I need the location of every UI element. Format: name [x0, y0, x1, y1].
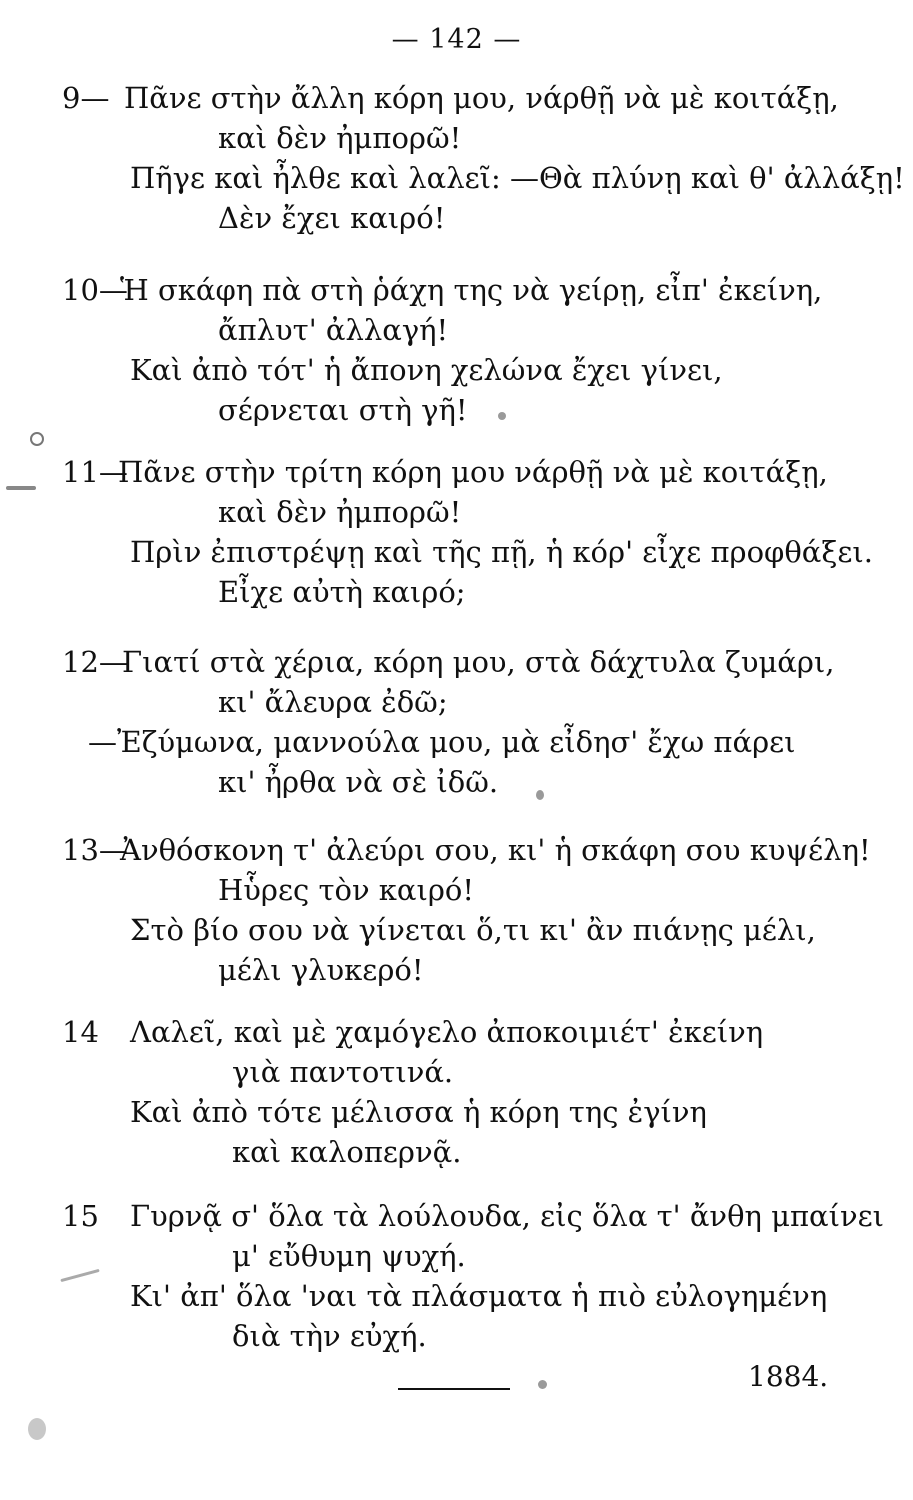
- verse-line: κι' ἦρθα νὰ σὲ ἰδῶ.: [218, 765, 499, 799]
- verse-line: Στὸ βίο σου νὰ γίνεται ὅ,τι κι' ἂν πιάνῃς μέλι,: [130, 913, 816, 947]
- ink-speck: [536, 790, 544, 800]
- ink-speck: [28, 1418, 46, 1440]
- margin-mark: [30, 432, 44, 446]
- verse-line: Ἡ σκάφη πὰ στὴ ῥάχη της νὰ γείρῃ, εἶπ' ἐκείνη,: [120, 273, 823, 307]
- stanza-number: 12—: [62, 645, 128, 679]
- verse-line: —Ἐζύμωνα, μαννούλα μου, μὰ εἶδησ' ἔχω πάρει: [88, 725, 796, 759]
- verse-line: καὶ δὲν ἠμπορῶ!: [218, 495, 462, 529]
- ink-speck: [498, 412, 506, 420]
- verse-line: Γυρνᾷ σ' ὅλα τὰ λούλουδα, εἰς ὅλα τ' ἄνθη μπαίνει: [130, 1199, 884, 1233]
- closing-rule: [398, 1388, 510, 1390]
- stanza-number: 14: [62, 1015, 99, 1049]
- verse-line: μ' εὔθυμη ψυχή.: [232, 1239, 466, 1273]
- verse-line: καὶ δὲν ἠμπορῶ!: [218, 121, 462, 155]
- verse-line: Ἀνθόσκονη τ' ἀλεύρι σου, κι' ἡ σκάφη σου κυψέλη!: [120, 833, 871, 867]
- stanza-number: 11—: [62, 455, 128, 489]
- verse-line: διὰ τὴν εὐχή.: [232, 1319, 427, 1353]
- margin-mark: [60, 1269, 99, 1282]
- stanza-number: 10—: [62, 273, 128, 307]
- verse-line: Λαλεῖ, καὶ μὲ χαμόγελο ἀποκοιμιέτ' ἐκείνη: [130, 1015, 764, 1049]
- verse-line: Πρὶν ἐπιστρέψῃ καὶ τῆς πῇ, ἡ κόρ' εἶχε προφθάξει.: [130, 535, 873, 569]
- verse-line: Ηὗρες τὸν καιρό!: [218, 873, 475, 907]
- verse-line: Πῆγε καὶ ἦλθε καὶ λαλεῖ: —Θὰ πλύνῃ καὶ θ' ἀλλάξῃ!: [130, 161, 905, 195]
- verse-line: γιὰ παντοτινά.: [232, 1055, 454, 1089]
- verse-line: μέλι γλυκερό!: [218, 953, 424, 987]
- page-number: — 142 —: [391, 24, 522, 55]
- verse-line: Κι' ἀπ' ὅλα 'ναι τὰ πλάσματα ἡ πιὸ εὐλογημένη: [130, 1279, 828, 1313]
- verse-line: Γιατί στὰ χέρια, κόρη μου, στὰ δάχτυλα ζυμάρι,: [122, 645, 835, 679]
- stanza-number: 13—: [62, 833, 128, 867]
- verse-line: Εἶχε αὐτὴ καιρό;: [218, 575, 466, 609]
- verse-line: κι' ἄλευρα ἐδῶ;: [218, 685, 448, 719]
- verse-line: Πᾶνε στὴν τρίτη κόρη μου νάρθῇ νὰ μὲ κοιτάξῃ,: [118, 455, 828, 489]
- stanza-number: 9—: [62, 81, 110, 115]
- verse-line: ἄπλυτ' ἀλλαγή!: [218, 313, 449, 347]
- verse-line: Πᾶνε στὴν ἄλλη κόρη μου, νάρθῇ νὰ μὲ κοιτάξῃ,: [124, 81, 839, 115]
- ink-speck: [538, 1380, 547, 1389]
- margin-mark: [6, 486, 36, 490]
- verse-line: Καὶ ἀπὸ τότε μέλισσα ἡ κόρη της ἐγίνη: [130, 1095, 707, 1129]
- verse-line: Δὲν ἔχει καιρό!: [218, 201, 446, 235]
- verse-line: καὶ καλοπερνᾷ.: [232, 1135, 462, 1169]
- verse-line: σέρνεται στὴ γῆ!: [218, 393, 468, 427]
- poem-date: 1884.: [748, 1360, 829, 1393]
- stanza-number: 15: [62, 1199, 99, 1233]
- verse-line: Καὶ ἀπὸ τότ' ἡ ἄπονη χελώνα ἔχει γίνει,: [130, 353, 723, 387]
